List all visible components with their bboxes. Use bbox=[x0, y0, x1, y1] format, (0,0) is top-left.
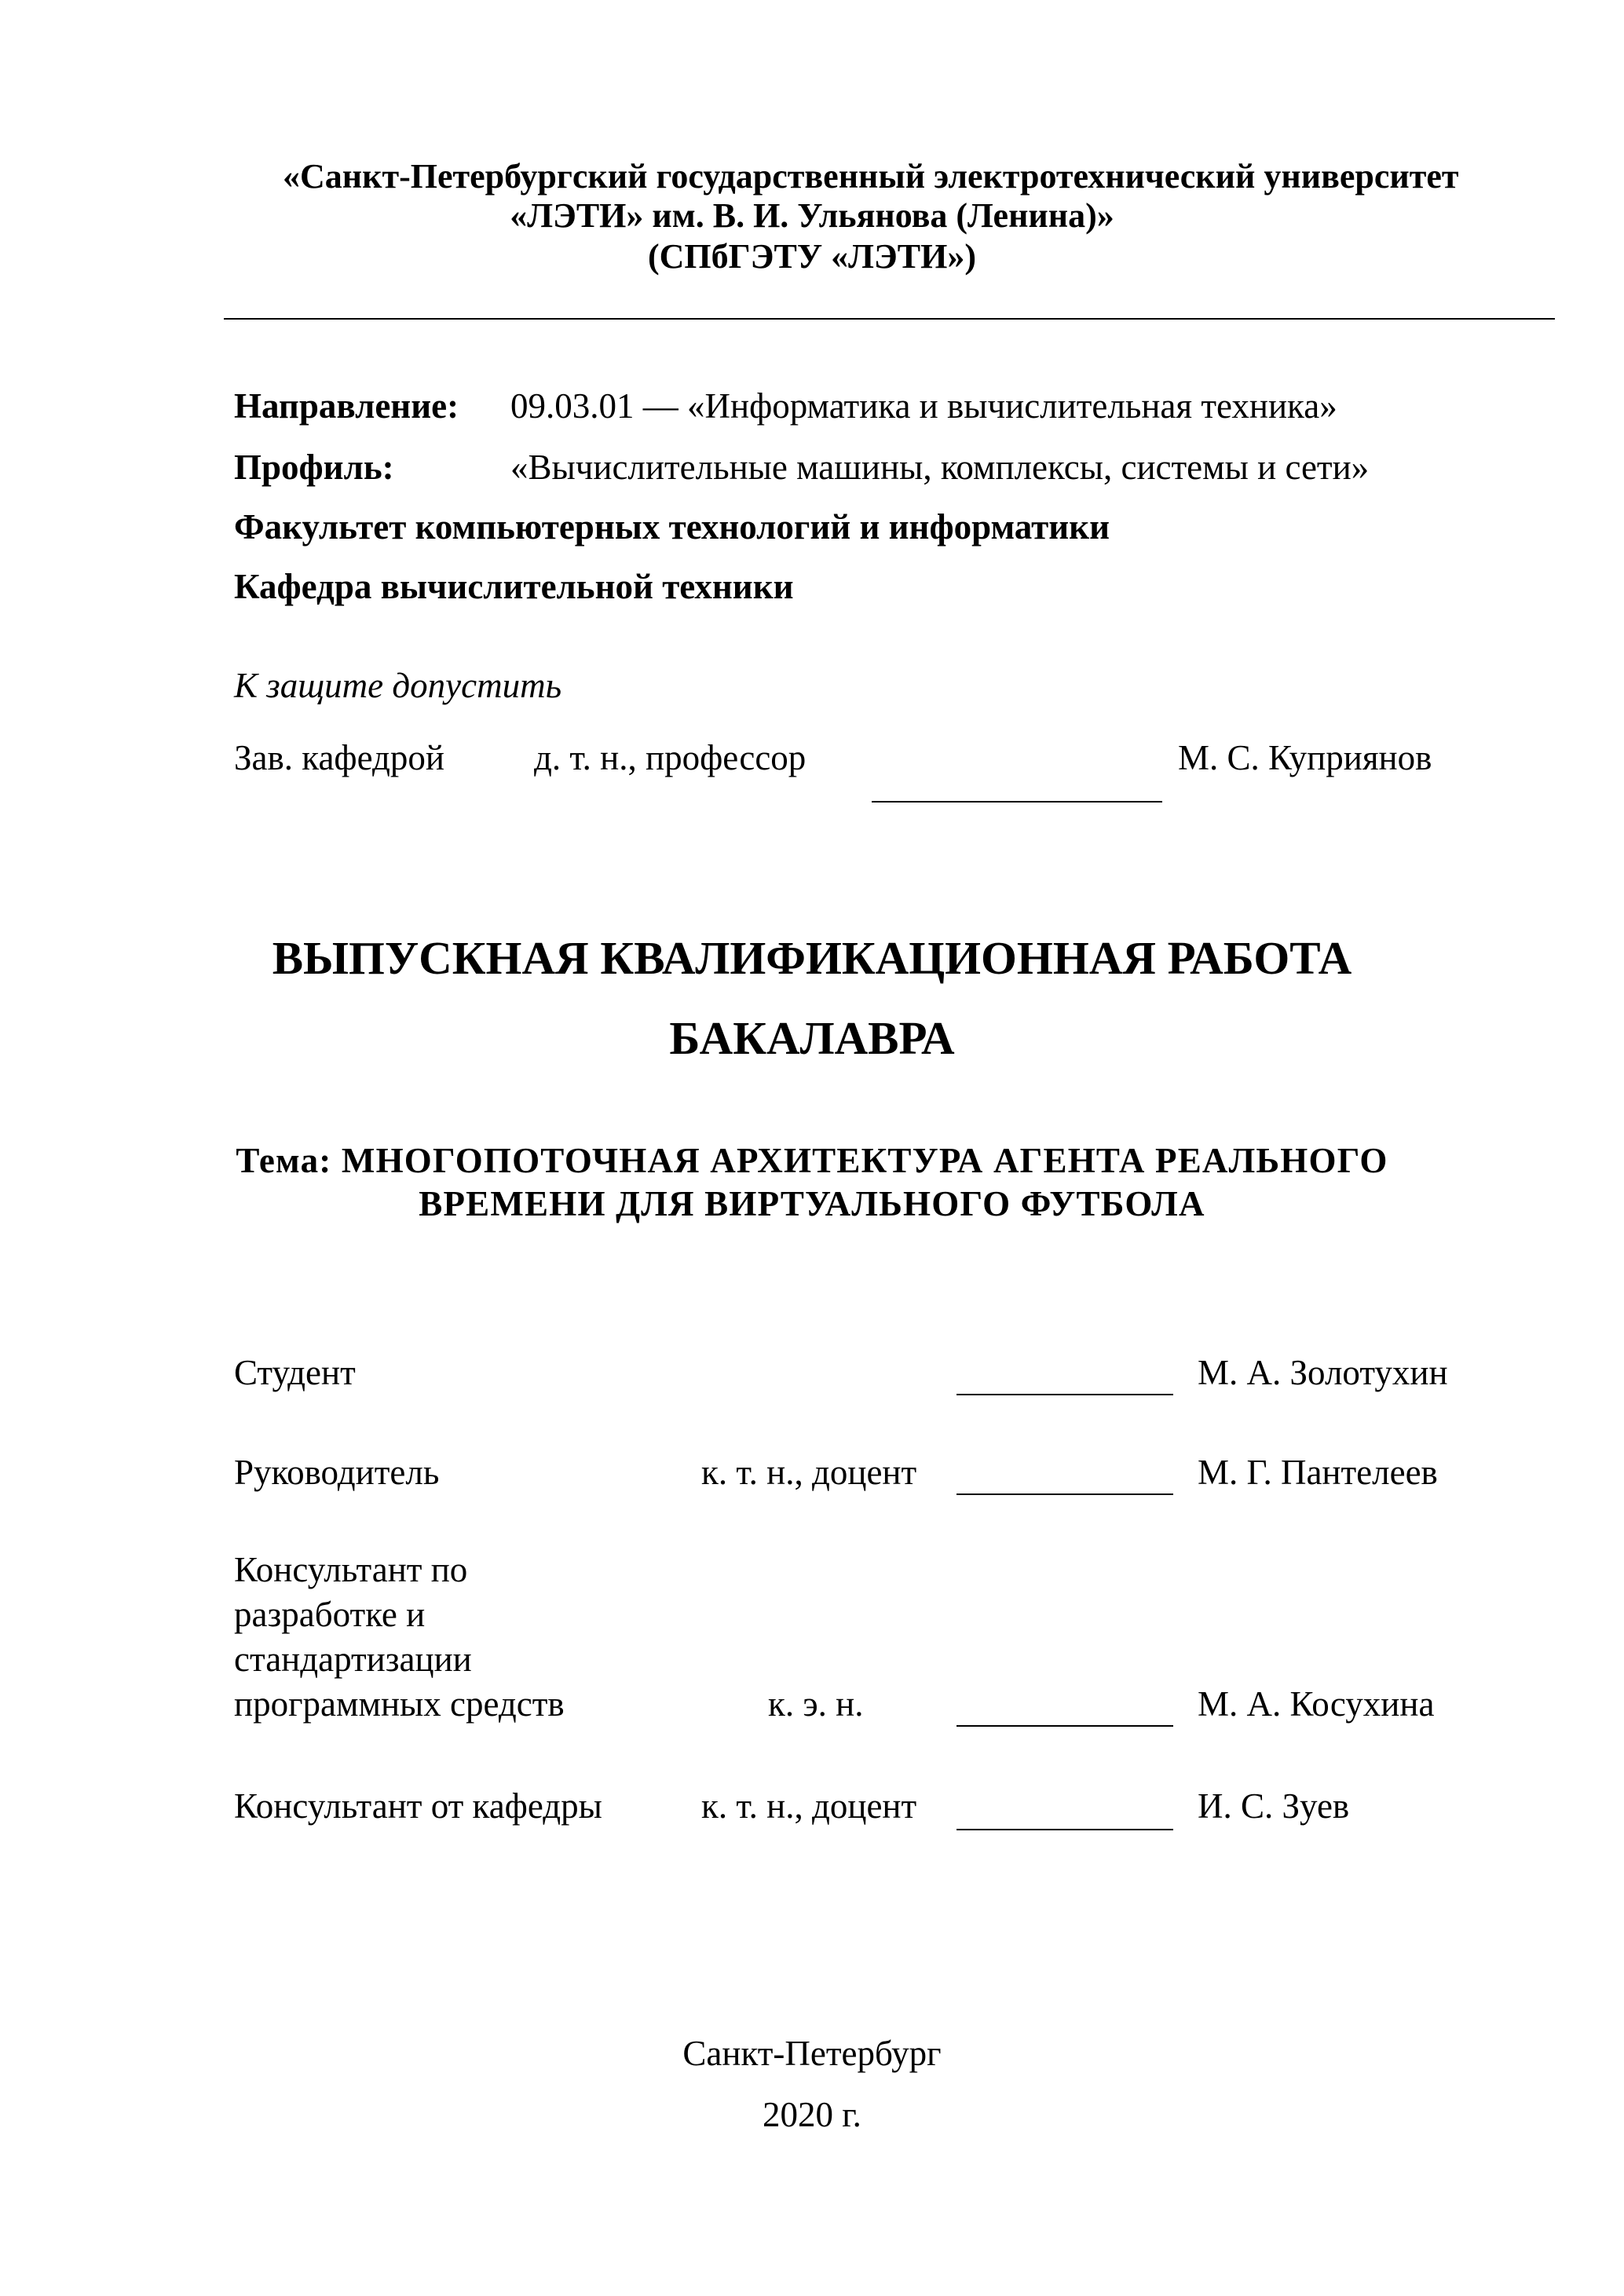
signatory-dept-consultant-signature-line bbox=[956, 1829, 1173, 1830]
university-abbrev: (СПбГЭТУ «ЛЭТИ») bbox=[648, 237, 976, 276]
signatory-consultant-degree: к. э. н. bbox=[768, 1684, 864, 1724]
direction-label: Направление: bbox=[234, 386, 459, 426]
university-name-line1: «Санкт-Петербургский государственный электротехнический университет bbox=[283, 157, 1459, 196]
signatory-supervisor-degree: к. т. н., доцент bbox=[701, 1453, 917, 1492]
signatory-consultant-signature-line bbox=[956, 1725, 1173, 1727]
profile-value: «Вычислительные машины, комплексы, системы и сети» bbox=[510, 448, 1370, 487]
signatory-dept-consultant-name: И. С. Зуев bbox=[1198, 1786, 1350, 1826]
footer-city: Санкт-Петербург bbox=[682, 2034, 942, 2073]
signatory-supervisor-name: М. Г. Пантелеев bbox=[1198, 1453, 1438, 1492]
thesis-theme-line2: ВРЕМЕНИ ДЛЯ ВИРТУАЛЬНОГО ФУТБОЛА bbox=[419, 1184, 1205, 1223]
direction-value: 09.03.01 — «Информатика и вычислительная техника» bbox=[510, 386, 1337, 426]
signatory-student-role: Студент bbox=[234, 1353, 356, 1392]
signatory-supervisor-role: Руководитель bbox=[234, 1453, 440, 1492]
thesis-title-line1: ВЫПУСКНАЯ КВАЛИФИКАЦИОННАЯ РАБОТА bbox=[272, 932, 1352, 984]
signatory-consultant-name: М. А. Косухина bbox=[1198, 1684, 1435, 1724]
signatory-consultant-role-line2: разработке и bbox=[234, 1595, 426, 1634]
signatory-consultant-role-line1: Консультант по bbox=[234, 1550, 468, 1589]
signatory-student-signature-line bbox=[956, 1394, 1173, 1395]
signatory-dept-consultant-role: Консультант от кафедры bbox=[234, 1786, 602, 1826]
signatory-supervisor-signature-line bbox=[956, 1493, 1173, 1495]
faculty-name: Факультет компьютерных технологий и информатики bbox=[234, 507, 1110, 547]
approval-signature-line bbox=[872, 801, 1162, 803]
department-name: Кафедра вычислительной техники bbox=[234, 567, 794, 606]
header-divider bbox=[224, 318, 1555, 320]
signatory-dept-consultant-degree: к. т. н., доцент bbox=[701, 1786, 917, 1826]
approval-degree: д. т. н., профессор bbox=[534, 738, 807, 777]
approval-name: М. С. Куприянов bbox=[1178, 738, 1432, 777]
signatory-consultant-role-line3: стандартизации bbox=[234, 1640, 472, 1679]
approval-heading: К защите допустить bbox=[234, 666, 562, 705]
university-name-line2: «ЛЭТИ» им. В. И. Ульянова (Ленина)» bbox=[510, 196, 1114, 235]
thesis-theme-line1: Тема: МНОГОПОТОЧНАЯ АРХИТЕКТУРА АГЕНТА РЕАЛЬНОГО bbox=[236, 1141, 1388, 1180]
footer-year: 2020 г. bbox=[763, 2095, 861, 2134]
approval-role: Зав. кафедрой bbox=[234, 738, 444, 777]
thesis-title-line2: БАКАЛАВРА bbox=[669, 1012, 955, 1064]
profile-label: Профиль: bbox=[234, 448, 394, 487]
signatory-consultant-role-line4: программных средств bbox=[234, 1684, 565, 1724]
signatory-student-name: М. А. Золотухин bbox=[1198, 1353, 1448, 1392]
